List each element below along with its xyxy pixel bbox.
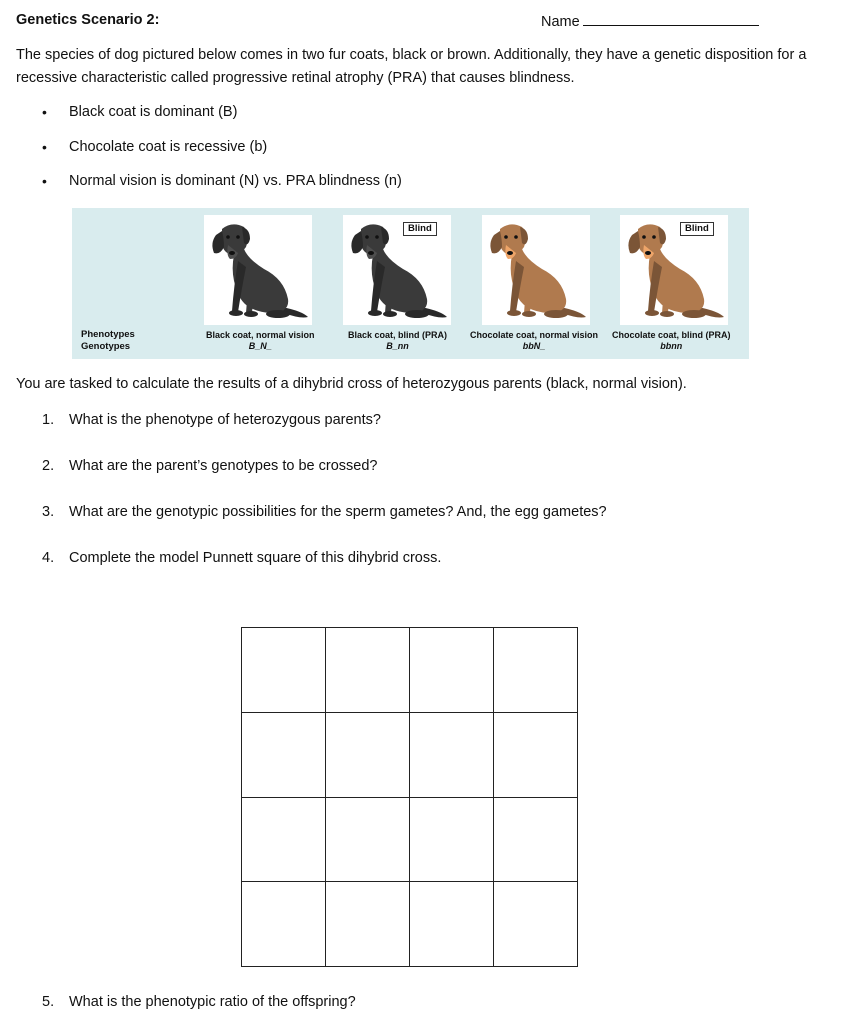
genotype-text: B_nn (386, 341, 409, 351)
dog-paw (368, 310, 382, 316)
dog-haunch (544, 310, 568, 318)
dog-paw (244, 311, 258, 317)
dog-ear (490, 231, 502, 253)
name-field (541, 11, 759, 31)
punnett-square (241, 627, 578, 967)
figure-row-labels (81, 329, 135, 353)
question-number: 4. (42, 550, 55, 566)
phenotype-text: Black coat, blind (PRA) (348, 330, 448, 340)
dog-paw (383, 311, 397, 317)
punnett-cell[interactable] (494, 882, 578, 967)
dog-haunch (682, 310, 706, 318)
dog-paw (522, 311, 536, 317)
question-number: 3. (42, 504, 55, 520)
punnett-row (242, 797, 578, 882)
dog-eye (236, 235, 240, 239)
genotype-text: B_N_ (248, 341, 272, 351)
punnett-cell[interactable] (410, 712, 494, 797)
worksheet-title: Genetics Scenario 2: (16, 12, 160, 28)
phenotype-text: Chocolate coat, normal vision (470, 330, 599, 340)
dog-phenotype-figure (72, 208, 749, 359)
question-number: 5. (42, 994, 55, 1010)
task-statement: You are tasked to calculate the results of a dihybrid cross of heterozygous parents (black, normal vision). (16, 376, 687, 392)
punnett-cell[interactable] (326, 797, 410, 882)
question-5: What is the phenotypic ratio of the offspring? (69, 994, 356, 1010)
dog-eye (514, 235, 518, 239)
punnett-cell[interactable] (242, 797, 326, 882)
dog-haunch (266, 310, 290, 318)
punnett-cell[interactable] (242, 882, 326, 967)
punnett-cell[interactable] (410, 882, 494, 967)
punnett-cell[interactable] (242, 712, 326, 797)
punnett-cell[interactable] (326, 712, 410, 797)
punnett-cell[interactable] (326, 628, 410, 713)
punnett-cell[interactable] (494, 628, 578, 713)
dog-nose (645, 251, 651, 255)
dog-eye (365, 235, 369, 239)
punnett-row (242, 628, 578, 713)
question-number: 1. (42, 412, 55, 428)
punnett-cell[interactable] (494, 712, 578, 797)
dog-eye (642, 235, 646, 239)
dog-haunch (405, 310, 429, 318)
dog-paw (507, 310, 521, 316)
dog-paw (645, 310, 659, 316)
bullet-marker: • (42, 104, 47, 120)
dog-image-chocolate-normal (482, 215, 590, 325)
dog-eye (375, 235, 379, 239)
dog-label-black-blind (348, 330, 447, 352)
dog-nose (229, 251, 235, 255)
question-3: What are the genotypic possibilities for the sperm gametes? And, the egg gametes? (69, 504, 607, 520)
punnett-cell[interactable] (410, 628, 494, 713)
dog-ear (628, 231, 640, 253)
question-1: What is the phenotype of heterozygous parents? (69, 412, 381, 428)
phenotype-text: Chocolate coat, blind (PRA) (612, 330, 731, 340)
blind-badge: Blind (403, 222, 437, 236)
genotype-text: bbnn (660, 341, 683, 351)
phenotypes-label: Phenotypes (81, 329, 135, 340)
dog-eye (652, 235, 656, 239)
dog-black-normal-icon (204, 215, 312, 325)
dog-ear (351, 231, 363, 253)
bullet-marker: • (42, 173, 47, 189)
punnett-cell[interactable] (326, 882, 410, 967)
intro-paragraph: The species of dog pictured below comes in two fur coats, black or brown. Additionally, they have a genetic disposition for a recessive characteristic called progressive retinal atrophy (PRA) that causes blindness. (16, 47, 807, 86)
dog-nose (507, 251, 513, 255)
question-2: What are the parent’s genotypes to be crossed? (69, 458, 378, 474)
dog-label-black-normal (206, 330, 315, 352)
dog-nose (368, 251, 374, 255)
name-blank-line[interactable] (583, 11, 759, 26)
question-4: Complete the model Punnett square of this dihybrid cross. (69, 550, 442, 566)
dog-chocolate-normal-icon (482, 215, 590, 325)
name-label: Name (541, 14, 580, 30)
blind-badge: Blind (680, 222, 714, 236)
punnett-cell[interactable] (410, 797, 494, 882)
bullet-marker: • (42, 139, 47, 155)
punnett-cell[interactable] (494, 797, 578, 882)
phenotype-text: Black coat, normal vision (206, 330, 315, 340)
dog-label-chocolate-blind (612, 330, 731, 352)
dog-eye (226, 235, 230, 239)
dog-label-chocolate-normal (470, 330, 598, 352)
question-number: 2. (42, 458, 55, 474)
dog-paw (660, 311, 674, 317)
punnett-row (242, 882, 578, 967)
bullet-vision: Normal vision is dominant (N) vs. PRA blindness (n) (69, 173, 402, 189)
dog-image-black-normal (204, 215, 312, 325)
genotype-text: bbN_ (522, 341, 546, 351)
bullet-black-coat: Black coat is dominant (B) (69, 104, 238, 120)
dog-paw (229, 310, 243, 316)
dog-eye (504, 235, 508, 239)
punnett-cell[interactable] (242, 628, 326, 713)
genotypes-label: Genotypes (81, 341, 131, 352)
bullet-chocolate-coat: Chocolate coat is recessive (b) (69, 139, 268, 155)
punnett-row (242, 712, 578, 797)
dog-ear (212, 231, 224, 253)
